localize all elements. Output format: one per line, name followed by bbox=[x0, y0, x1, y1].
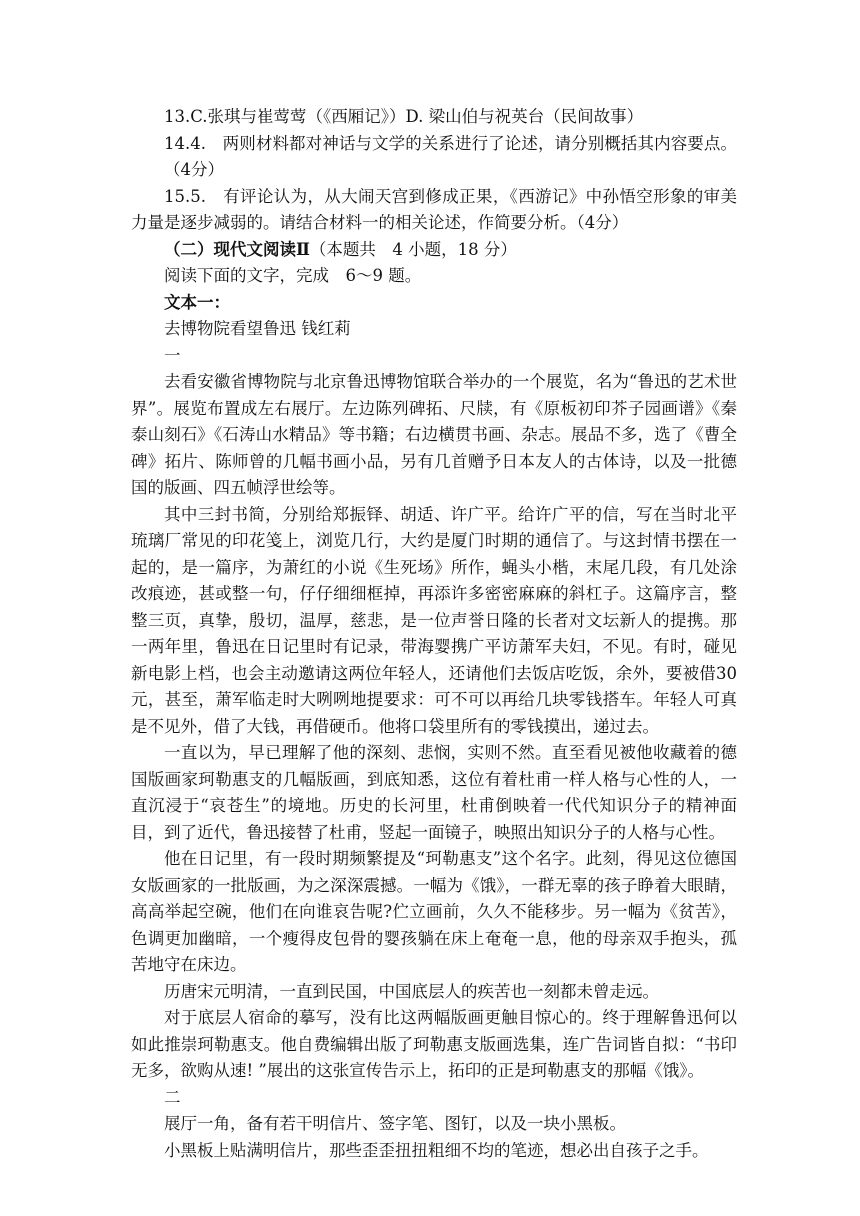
article-paragraph-4: 他在日记里，有一段时期频繁提及“珂勒惠支”这个名字。此刻，得见这位德国女版画家的一批版画，为之深深震撼。一幅为《饿》，一群无辜的孩子睁着大眼睛，高高举起空碗，他们在向谁哀告呢?伫立画前，久久不能移步。另一幅为《贫苦》，色调更加幽暗，一个瘦得皮包骨的婴孩躺在床上奄奄一息，他的母亲双手抱头，孤苦地守在床边。 bbox=[131, 849, 737, 974]
article-paragraph-6: 对于底层人宿命的摹写，没有比这两幅版画更触目惊心的。终于理解鲁迅何以如此推崇珂勒惠支。他自费编辑出版了珂勒惠支版画选集，连广告词皆自拟：“书印无多，欲购从速! ”展出的这张宣传告示上，拓印的正是珂勒惠支的那幅《饿》。 bbox=[131, 1008, 737, 1080]
section-heading bbox=[164, 237, 737, 264]
question-15: 15.5. 有评论认为，从大闹天宫到修成正果，《西游记》中孙悟空形象的审美力量是逐步减弱的。请结合材料一的相关论述，作简要分析。（4分） bbox=[131, 186, 737, 232]
section-heading-note: （本题共 4 小题，18 分） bbox=[309, 239, 517, 259]
text-label: 文本一： bbox=[164, 292, 230, 312]
article-paragraph-2: 其中三封书简，分别给郑振铎、胡适、许广平。给许广平的信，写在当时北平琉璃厂常见的印花笺上，浏览几行，大约是厦门时期的通信了。与这封情书摆在一起的，是一篇序，为萧红的小说《生死场》所作，蝇头小楷，末尾几段，有几处涂改痕迹，甚或整一句，仔仔细细框掉，再添许多密密麻麻的斜杠子。这篇序言，整整三页，真挚，殷切，温厚，慈悲，是一位声誉日隆的长者对文坛新人的提携。那一两年里，鲁迅在日记里时有记录，带海婴携广平访萧军夫妇，不见。有时，碰见新电影上档，也会主动邀请这两位年轻人，还请他们去饭店吃饭，余外，要被借30 元，甚至，萧军临走时大咧咧地提要求：可不可以再给几块零钱搭车。年轻人可真是不见外，借了大钱，再借硬币。他将口袋里所有的零钱摸出，递过去。 bbox=[131, 504, 737, 736]
question-14-text: 14.4. 两则材料都对神话与文学的关系进行了论述，请分别概括其内容要点。（4分） bbox=[164, 133, 737, 179]
article-paragraph-7: 展厅一角，备有若干明信片、签字笔、图钉，以及一块小黑板。 bbox=[164, 1114, 626, 1133]
question-14 bbox=[164, 131, 737, 184]
article-title: 去博物院看望鲁迅 钱红莉 bbox=[164, 319, 351, 338]
article-paragraph-5: 历唐宋元明清，一直到民国，中国底层人的疾苦也一刻都未曾走远。 bbox=[164, 981, 659, 1001]
part-marker-2: 二 bbox=[164, 1087, 181, 1107]
article-paragraph-1: 去看安徽省博物院与北京鲁迅博物馆联合举办的一个展览，名为“鲁迅的艺术世界”。展览布置成左右展厅。左边陈列碑拓、尺牍，有《原板初印芥子园画谱》《秦泰山刻石》《石涛山水精品》等书籍；右边横贯书画、杂志。展品不多，选了《曹全碑》拓片、陈师曾的几幅书画小品，另有几首赠予日本友人的古体诗，以及一批德国的版画、四五帧浮世绘等。 bbox=[131, 372, 737, 497]
reading-instruction: 阅读下面的文字，完成 6～9 题。 bbox=[164, 266, 422, 285]
question-13: 13.C.张琪与崔莺莺（《西厢记》）D. 梁山伯与祝英台（民间故事） bbox=[164, 107, 644, 126]
article-paragraph-8: 小黑板上贴满明信片，那些歪歪扭扭粗细不均的笔迹，想必出自孩子之手。 bbox=[164, 1140, 709, 1160]
section-heading-title: （二）现代文阅读Ⅱ bbox=[164, 239, 310, 259]
article-paragraph-3: 一直以为，早已理解了他的深刻、悲悯，实则不然。直至看见被他收藏着的德国版画家珂勒惠支的几幅版画，到底知悉，这位有着杜甫一样人格与心性的人，一直沉浸于“哀苍生”的境地。历史的长河里，杜甫倒映着一代代知识分子的精神面目，到了近代，鲁迅接替了杜甫，竖起一面镜子，映照出知识分子的人格与心性。 bbox=[131, 743, 737, 842]
part-marker-1: 一 bbox=[164, 345, 181, 365]
